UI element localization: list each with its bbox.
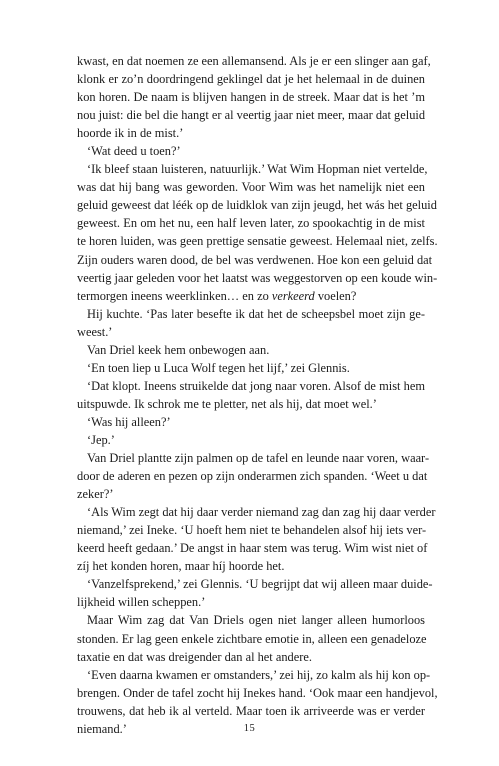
text-line: was dat hij bang was geworden. Voor Wim was het namelijk niet een bbox=[77, 180, 425, 195]
text-line: klonk er zo’n doordringend geklingel dat je het helemaal in de duinen bbox=[77, 72, 425, 87]
text-line: hoorde ik in de mist.’ bbox=[77, 126, 184, 141]
text-line: ‘Jep.’ bbox=[87, 432, 115, 447]
body-text bbox=[77, 52, 438, 738]
text-line: veertig jaar geleden voor het laatst was weggestorven op een koude win- bbox=[77, 270, 438, 285]
text-line: termorgen ineens weerklinken… en zo verkeerd voelen? bbox=[77, 288, 357, 303]
text-line: stonden. Er lag geen enkele zichtbare emotie in, alleen een genadeloze bbox=[77, 631, 427, 646]
text-line: zíj het konden horen, maar híj hoorde het. bbox=[77, 559, 285, 574]
text-line: ‘Wat deed u toen?’ bbox=[87, 144, 181, 159]
text-line: lijkheid willen scheppen.’ bbox=[77, 595, 206, 610]
text-line: uitspuwde. Ik schrok me te pletter, net als hij, dat moet wel.’ bbox=[77, 396, 377, 411]
text-line: Hij kuchte. ‘Pas later besefte ik dat het de scheepsbel moet zijn ge- bbox=[87, 306, 425, 321]
text-line: ‘Als Wim zegt dat hij daar verder niemand zag dan zag hij daar verder bbox=[87, 505, 436, 520]
text-line: ‘Was hij alleen?’ bbox=[87, 414, 171, 429]
text-line: geluid geweest dat léék op de luidklok van zijn jeugd, het wás het geluid bbox=[77, 198, 437, 213]
text-line: weest.’ bbox=[77, 324, 113, 339]
text-line: kwast, en dat noemen ze een allemansend. Als je er een slinger aan gaf, bbox=[77, 54, 431, 68]
text-line: Van Driel plantte zijn palmen op de tafel en leunde naar voren, waar- bbox=[87, 451, 430, 466]
text-line: brengen. Onder de tafel zocht hij Inekes hand. ‘Ook maar een handjevol, bbox=[77, 685, 438, 700]
page-number: 15 bbox=[243, 723, 256, 734]
text-line: niemand.’ bbox=[77, 721, 127, 736]
text-line: nou juist: die bel die hangt er al veertig jaar niet meer, maar dat geluid bbox=[77, 108, 426, 123]
text-line: taxatie en dat was dreigender dan al het andere. bbox=[77, 649, 312, 664]
text-line: keerd heeft gedaan.’ De angst in haar stem was terug. Wim wist niet of bbox=[77, 541, 428, 556]
text-line: Zijn ouders waren dood, de bel was verdwenen. Hoe kon een geluid dat bbox=[77, 252, 433, 267]
text-line: te horen luiden, was geen prettige sensatie geweest. Helemaal niet, zelfs. bbox=[77, 234, 438, 249]
emphasis: verkeerd bbox=[271, 288, 315, 303]
text-line: trouwens, dat heb ik al verteld. Maar toen ik arriveerde was er verder bbox=[77, 703, 425, 718]
text-line: geweest. En om het nu, een half leven later, zo spookachtig in de mist bbox=[77, 216, 425, 231]
text-line: Maar Wim zag dat Van Driels ogen niet langer alleen humorloos bbox=[87, 613, 425, 628]
text-line: ‘Dat klopt. Ineens struikelde dat jong naar voren. Alsof de mist hem bbox=[87, 378, 425, 393]
text-line: kon horen. De naam is blijven hangen in de streek. Maar dat is het ’m bbox=[77, 90, 425, 105]
text-line: niemand,’ zei Ineke. ‘U hoeft hem niet te behandelen alsof hij iets ver- bbox=[77, 523, 427, 538]
text-line: zeker?’ bbox=[77, 487, 114, 502]
text-line: ‘Vanzelfsprekend,’ zei Glennis. ‘U begrijpt dat wij alleen maar duide- bbox=[87, 577, 433, 592]
text-line: ‘Ik bleef staan luisteren, natuurlijk.’ Wat Wim Hopman niet vertelde, bbox=[87, 162, 428, 177]
text-line: door de aderen en pezen op zijn onderarmen zich spanden. ‘Weet u dat bbox=[77, 469, 428, 484]
text-line: ‘En toen liep u Luca Wolf tegen het lijf,’ zei Glennis. bbox=[87, 360, 350, 375]
text-line: ‘Even daarna kwamen er omstanders,’ zei hij, zo kalm als hij kon op- bbox=[87, 667, 431, 682]
text-line: Van Driel keek hem onbewogen aan. bbox=[87, 342, 270, 357]
